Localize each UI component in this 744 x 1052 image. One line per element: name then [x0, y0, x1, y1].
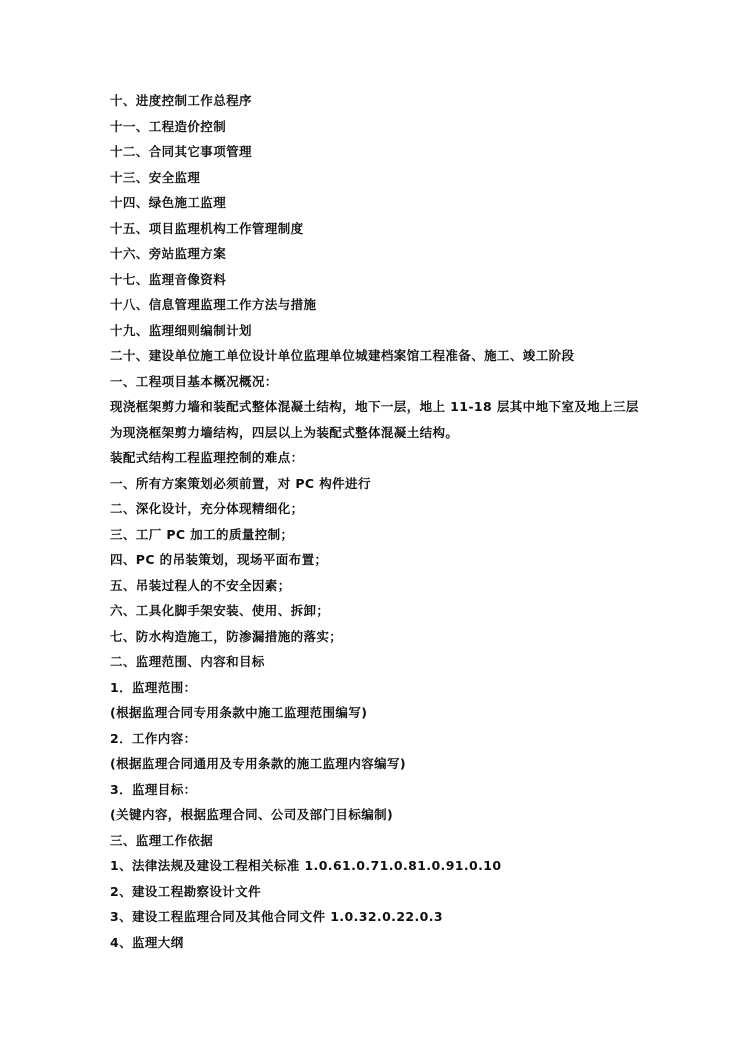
text-line: 4、监理大纲 — [110, 934, 184, 950]
text-line: (根据监理合同专用条款中施工监理范围编写) — [110, 705, 368, 720]
section-heading: 三、监理工作依据 — [110, 832, 214, 848]
text-line: 十八、信息管理监理工作方法与措施 — [110, 297, 317, 312]
text-line: 2、建设工程勘察设计文件 — [110, 883, 261, 899]
text-line: 十五、项目监理机构工作管理制度 — [110, 220, 304, 236]
text-line: 2．工作内容： — [110, 730, 197, 746]
text-line: 一、所有方案策划必须前置，对 PC 构件进行 — [110, 475, 371, 491]
text-line: 现浇框架剪力墙和装配式整体混凝土结构，地下一层，地上 11-18 层其中地下室及地上三层 — [110, 399, 639, 414]
text-line: 十七、监理音像资料 — [110, 271, 227, 287]
text-line: 十三、安全监理 — [110, 169, 201, 185]
text-line: (根据监理合同通用及专用条款的施工监理内容编写) — [110, 756, 407, 771]
text-line: 三、工厂 PC 加工的质量控制； — [110, 526, 294, 542]
text-line: 十一、工程造价控制 — [110, 118, 227, 134]
text-line: 四、PC 的吊装策划，现场平面布置； — [110, 552, 328, 567]
section-heading: 二、监理范围、内容和目标 — [110, 654, 265, 669]
text-line: 为现浇框架剪力墙结构，四层以上为装配式整体混凝土结构。 — [110, 424, 459, 440]
text-line: 二、深化设计，充分体现精细化； — [110, 501, 304, 516]
text-line: 二十、建设单位施工单位设计单位监理单位城建档案馆工程准备、施工、竣工阶段 — [110, 348, 575, 363]
document-body — [110, 88, 650, 955]
text-line: (关键内容，根据监理合同、公司及部门目标编制) — [110, 807, 394, 822]
text-line: 七、防水构造施工，防渗漏措施的落实； — [110, 628, 343, 644]
text-line: 五、吊装过程人的不安全因素； — [110, 577, 291, 593]
text-line: 十、进度控制工作总程序 — [110, 93, 252, 108]
section-heading: 一、工程项目基本概况概况： — [110, 373, 278, 389]
text-line: 十二、合同其它事项管理 — [110, 144, 252, 159]
text-line: 十四、绿色施工监理 — [110, 195, 227, 210]
text-line: 装配式结构工程监理控制的难点： — [110, 450, 304, 465]
text-line: 十六、旁站监理方案 — [110, 246, 227, 261]
text-line: 六、工具化脚手架安装、使用、拆卸； — [110, 603, 330, 618]
text-line: 1、法律法规及建设工程相关标准 1.0.61.0.71.0.81.0.91.0.10 — [110, 858, 502, 873]
text-line: 1．监理范围： — [110, 679, 197, 695]
text-line: 3、建设工程监理合同及其他合同文件 1.0.32.0.22.0.3 — [110, 909, 444, 924]
text-line: 3．监理目标： — [110, 781, 197, 797]
text-line: 十九、监理细则编制计划 — [110, 322, 252, 338]
